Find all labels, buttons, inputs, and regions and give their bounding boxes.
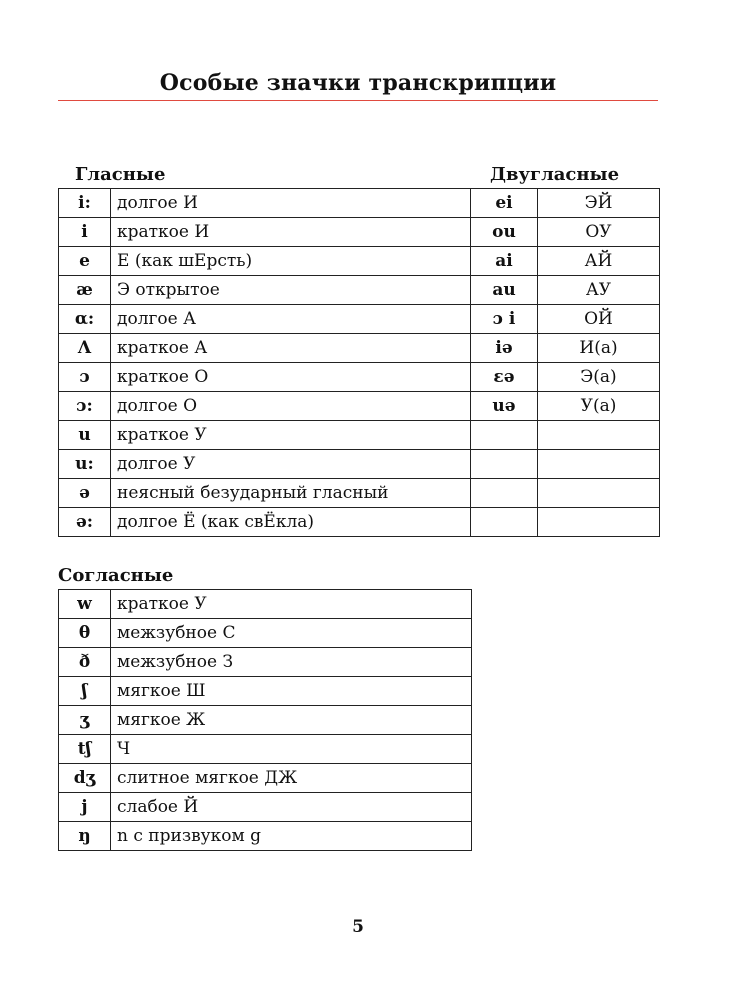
diphthong-russian: ОЙ	[538, 305, 660, 334]
vowel-symbol: u	[59, 421, 111, 450]
consonant-symbol: ʒ	[59, 706, 111, 735]
vowel-symbol: ə	[59, 479, 111, 508]
vowel-description: долгое У	[111, 450, 471, 479]
diphthong-symbol: ai	[471, 247, 538, 276]
title-divider	[58, 100, 658, 101]
table-row	[59, 648, 472, 677]
diphthong-symbol: ou	[471, 218, 538, 247]
diphthong-russian: И(а)	[538, 334, 660, 363]
diphthong-russian	[538, 479, 660, 508]
table-row	[59, 793, 472, 822]
table-row	[59, 677, 472, 706]
diphthong-symbol: uə	[471, 392, 538, 421]
vowel-description: краткое О	[111, 363, 471, 392]
table-row	[59, 421, 660, 450]
table-row	[59, 764, 472, 793]
consonant-symbol: ŋ	[59, 822, 111, 851]
vowel-symbol: u:	[59, 450, 111, 479]
vowel-symbol: e	[59, 247, 111, 276]
consonant-symbol: tʃ	[59, 735, 111, 764]
table-row	[59, 590, 472, 619]
page-number: 5	[352, 917, 364, 937]
table-row	[59, 363, 660, 392]
diphthong-russian: ОУ	[538, 218, 660, 247]
diphthong-russian	[538, 421, 660, 450]
vowels-table	[58, 188, 660, 537]
vowel-symbol: Λ	[59, 334, 111, 363]
table-row	[59, 735, 472, 764]
diphthong-symbol: ɔ i	[471, 305, 538, 334]
diphthong-russian: АУ	[538, 276, 660, 305]
diphthong-symbol	[471, 421, 538, 450]
table-row	[59, 218, 660, 247]
vowel-description: краткое И	[111, 218, 471, 247]
consonant-description: краткое У	[111, 590, 472, 619]
diphthong-russian	[538, 450, 660, 479]
table-row	[59, 276, 660, 305]
diphthong-symbol: au	[471, 276, 538, 305]
vowel-symbol: ɔ:	[59, 392, 111, 421]
vowel-symbol: æ	[59, 276, 111, 305]
consonant-description: Ч	[111, 735, 472, 764]
vowels-heading: Гласные	[75, 164, 166, 185]
table-row	[59, 392, 660, 421]
diphthong-symbol: εə	[471, 363, 538, 392]
vowel-symbol: ɔ	[59, 363, 111, 392]
diphthong-russian: АЙ	[538, 247, 660, 276]
consonant-description: мягкое Ш	[111, 677, 472, 706]
table-row	[59, 334, 660, 363]
vowel-symbol: i:	[59, 189, 111, 218]
diphthong-russian	[538, 508, 660, 537]
table-row	[59, 189, 660, 218]
consonant-description: межзубное С	[111, 619, 472, 648]
consonant-description: слабое Й	[111, 793, 472, 822]
consonant-symbol: j	[59, 793, 111, 822]
table-row	[59, 706, 472, 735]
consonant-description: n с призвуком g	[111, 822, 472, 851]
table-row	[59, 450, 660, 479]
vowel-description: неясный безударный гласный	[111, 479, 471, 508]
diphthong-symbol	[471, 479, 538, 508]
consonant-symbol: ʃ	[59, 677, 111, 706]
table-row	[59, 479, 660, 508]
vowel-description: краткое У	[111, 421, 471, 450]
vowel-symbol: i	[59, 218, 111, 247]
consonant-description: слитное мягкое ДЖ	[111, 764, 472, 793]
table-row	[59, 508, 660, 537]
diphthong-symbol	[471, 450, 538, 479]
diphthong-russian: У(а)	[538, 392, 660, 421]
page-title: Особые значки транскрипции	[159, 70, 557, 96]
diphthong-symbol: iə	[471, 334, 538, 363]
diphthong-symbol: ei	[471, 189, 538, 218]
vowel-description: краткое А	[111, 334, 471, 363]
vowel-symbol: ə:	[59, 508, 111, 537]
table-row	[59, 305, 660, 334]
vowel-symbol: α:	[59, 305, 111, 334]
table-row	[59, 619, 472, 648]
vowel-description: долгое И	[111, 189, 471, 218]
diphthong-russian: ЭЙ	[538, 189, 660, 218]
diphthong-symbol	[471, 508, 538, 537]
table-row	[59, 247, 660, 276]
vowel-description: Э открытое	[111, 276, 471, 305]
consonant-symbol: dʒ	[59, 764, 111, 793]
vowel-description: Е (как шЕрсть)	[111, 247, 471, 276]
consonant-symbol: ð	[59, 648, 111, 677]
vowel-description: долгое О	[111, 392, 471, 421]
consonant-description: мягкое Ж	[111, 706, 472, 735]
vowel-description: долгое Ё (как свЁкла)	[111, 508, 471, 537]
diphthong-russian: Э(а)	[538, 363, 660, 392]
diphthongs-heading: Двугласные	[490, 164, 620, 185]
table-row	[59, 822, 472, 851]
vowel-description: долгое А	[111, 305, 471, 334]
consonants-heading: Согласные	[58, 565, 174, 586]
consonant-symbol: θ	[59, 619, 111, 648]
consonant-symbol: w	[59, 590, 111, 619]
consonants-table	[58, 589, 472, 851]
consonant-description: межзубное З	[111, 648, 472, 677]
